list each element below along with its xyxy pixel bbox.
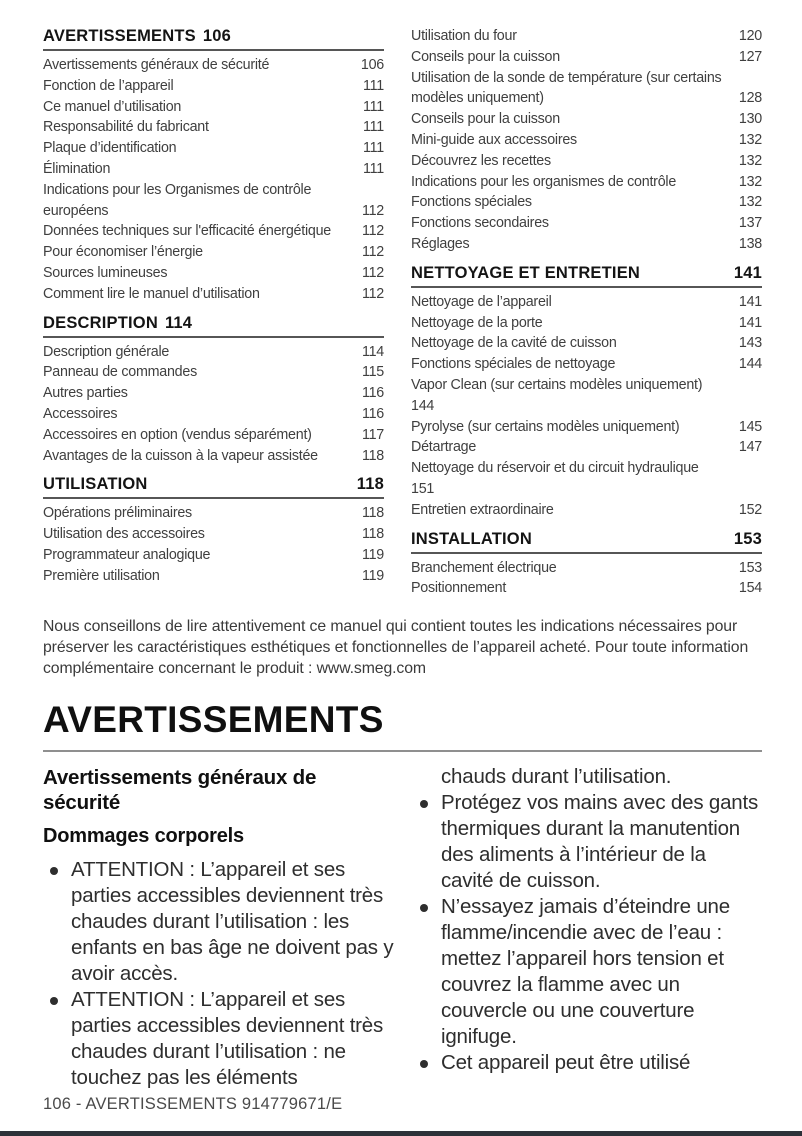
toc-entry [43, 138, 384, 159]
warning-bullet-text: N’essayez jamais d’éteindre une flamme/incendie avec de l’eau : mettez l’appareil hors tension et couvrez la flamme avec un couvercle ou une couverture ignifuge. [441, 895, 730, 1049]
toc-entry [43, 117, 384, 138]
toc-section-rule [43, 336, 384, 338]
toc-entry-label: Positionnement [411, 580, 507, 597]
toc-entry [411, 333, 762, 354]
toc-section-title [43, 474, 384, 494]
toc-entry-page: 132 [738, 131, 762, 148]
warning-bullet-text: ATTENTION : L’appareil et ses parties accessibles deviennent très chaudes durant l’utilisation : ne touchez pas les éléments [71, 988, 384, 1090]
warning-bullet-item [43, 987, 395, 1091]
warnings-subheading: Avertissements généraux de sécurité [43, 766, 317, 814]
toc-entry-page: 118 [361, 505, 384, 522]
toc-section-title-text: AVERTISSEMENTS [43, 27, 196, 45]
toc-entry [43, 404, 384, 425]
toc-entry-label: Conseils pour la cuisson [411, 48, 560, 65]
toc-entry [43, 242, 384, 263]
toc-entry-page: 141 [738, 314, 762, 331]
toc-section-title [43, 313, 384, 333]
toc-section-rule [43, 497, 384, 499]
toc-entry [43, 503, 384, 524]
toc-entry-page: 115 [361, 364, 384, 381]
toc-entry-page: 111 [363, 119, 384, 136]
toc-entry-label: Première utilisation [43, 567, 160, 584]
toc-entry-label: Sources lumineuses [43, 264, 168, 281]
toc-entry-label: Nettoyage de la cavité de cuisson [411, 335, 617, 352]
toc-entry-label: Comment lire le manuel d’utilisation [43, 285, 260, 302]
toc-section-title-text: INSTALLATION [411, 529, 532, 548]
toc-entry-label: Entretien extraordinaire [411, 501, 554, 518]
toc-entry-label: Conseils pour la cuisson [411, 111, 560, 128]
page-footer: 106 - AVERTISSEMENTS 914779671/E [43, 1095, 343, 1113]
toc-section-title [411, 263, 762, 283]
bottom-bar [0, 1131, 802, 1136]
toc-entry-label: Détartrage [411, 439, 477, 456]
toc-entry-label: Pyrolyse (sur certains modèles uniquement) [411, 418, 680, 435]
bullet-dot-icon [50, 997, 58, 1005]
toc-entry [411, 130, 762, 151]
toc-section-page: 114 [164, 313, 193, 332]
toc-section-page: 106 [202, 27, 231, 45]
toc-entry-label: Autres parties [43, 385, 128, 402]
toc-entry-page: 151 [411, 480, 435, 497]
toc-section-title-text: DESCRIPTION [43, 313, 158, 332]
toc-entry [43, 566, 384, 587]
toc-entry-page: 112 [361, 285, 384, 302]
toc-entry-page: 144 [738, 356, 762, 373]
toc-entry-label: Programmateur analogique [43, 546, 211, 563]
toc-section-title [43, 26, 384, 46]
toc-column-right [411, 26, 762, 599]
warning-continuation-text: chauds durant l’utilisation. [441, 765, 672, 789]
toc-entry-label: Données techniques sur l'efficacité énergétique [43, 223, 331, 240]
toc-section-rule [43, 49, 384, 51]
toc-entry [43, 524, 384, 545]
warnings-subsubheading: Dommages corporels [43, 825, 244, 848]
toc-entry [411, 558, 762, 579]
warning-bullet-item [413, 790, 762, 894]
warning-bullet-text: ATTENTION : L’appareil et ses parties accessibles deviennent très chaudes durant l’utilisation : les enfants en bas âge ne doivent pas y avoir accès. [71, 858, 394, 986]
toc-entry [411, 292, 762, 313]
toc-entry-page: 111 [363, 160, 384, 177]
toc-entry-page: 118 [361, 447, 384, 464]
toc-entry [411, 234, 762, 255]
toc-entry-page: 132 [738, 194, 762, 211]
toc-entry-page: 128 [738, 90, 762, 107]
toc-entry [411, 151, 762, 172]
toc-entry-label: Utilisation de la sonde de température (sur certains modèles uniquement) [411, 69, 722, 107]
toc-section-page: 153 [733, 529, 762, 548]
toc-entry [43, 362, 384, 383]
toc-entry-label: Fonctions spéciales [411, 194, 532, 211]
toc-entry-page: 153 [738, 559, 762, 576]
toc-entry-page: 147 [738, 439, 762, 456]
toc-entry-label: Plaque d’identification [43, 140, 177, 157]
toc-section-rule [411, 286, 762, 288]
toc-entry [411, 354, 762, 375]
toc-section-title-text: NETTOYAGE ET ENTRETIEN [411, 263, 641, 282]
toc-entry-page: 132 [738, 152, 762, 169]
toc-entry-label: Fonctions spéciales de nettoyage [411, 356, 616, 373]
toc-entry [43, 342, 384, 363]
toc-entry-label: Description générale [43, 343, 170, 360]
toc-entry-label: Indications pour les organismes de contrôle [411, 173, 677, 190]
warning-bullet-item [413, 1050, 762, 1076]
toc-section-title-text: UTILISATION [43, 475, 148, 494]
toc-entry-page: 117 [361, 426, 384, 443]
toc-entry [43, 159, 384, 180]
page-title: AVERTISSEMENTS [43, 699, 384, 741]
toc-entry [411, 313, 762, 334]
toc-entry-label: Utilisation du four [411, 28, 517, 44]
toc-entry-label: Responsabilité du fabricant [43, 119, 209, 136]
warnings-section [43, 764, 762, 1091]
warnings-column-left [43, 764, 395, 1091]
toc-entry [411, 109, 762, 130]
toc-entry [411, 417, 762, 438]
bullet-dot-icon [420, 800, 428, 808]
toc-entry [43, 446, 384, 467]
toc-entry-label: Indications pour les Organismes de contrôle européens [43, 181, 312, 219]
toc-entry-page: 114 [361, 343, 384, 360]
toc-entry-label: Découvrez les recettes [411, 152, 551, 169]
toc-entry-page: 112 [361, 264, 384, 281]
toc-section-title [411, 529, 762, 549]
toc-entry-page: 106 [360, 57, 384, 73]
toc-entry [43, 180, 384, 222]
toc-entry-label: Opérations préliminaires [43, 505, 192, 522]
toc-entry-label: Fonctions secondaires [411, 215, 549, 232]
toc-entry-page: 116 [361, 385, 384, 402]
toc-entry-page: 112 [361, 244, 384, 261]
toc-entry-page: 154 [738, 580, 762, 597]
toc-entry-page: 152 [738, 501, 762, 518]
toc-entry-page: 111 [363, 77, 384, 94]
toc-entry-page: 138 [738, 235, 762, 252]
toc-entry-page: 130 [738, 111, 762, 128]
toc-entry [43, 97, 384, 118]
toc-entry-label: Panneau de commandes [43, 364, 197, 381]
toc-entry [411, 47, 762, 68]
warning-bullet-text: Protégez vos mains avec des gants thermiques durant la manutention des aliments à l’intérieur de la cavité de cuisson. [441, 791, 759, 893]
toc-entry-label: Avertissements généraux de sécurité [43, 57, 270, 73]
toc-entry-page: 118 [361, 526, 384, 543]
toc-entry [411, 213, 762, 234]
toc-entry [411, 578, 762, 599]
toc-entry [43, 383, 384, 404]
warning-bullet-item [43, 857, 395, 987]
toc-entry-label: Vapor Clean (sur certains modèles uniquement) [411, 376, 703, 393]
toc-entry-label: Nettoyage du réservoir et du circuit hydraulique [411, 460, 699, 477]
toc-entry-label: Réglages [411, 235, 470, 252]
toc-entry-label: Fonction de l’appareil [43, 77, 174, 94]
toc-entry [43, 425, 384, 446]
toc-entry-page: 137 [738, 215, 762, 232]
toc-entry [411, 437, 762, 458]
warning-bullet-text: Cet appareil peut être utilisé [441, 1051, 691, 1075]
toc-entry-label: Accessoires en option (vendus séparément) [43, 426, 312, 443]
toc-entry [43, 76, 384, 97]
toc-entry [411, 375, 762, 417]
toc-entry [411, 68, 762, 110]
toc-section-page: 118 [356, 475, 384, 494]
toc-entry [411, 26, 762, 47]
toc-entry-page: 141 [738, 293, 762, 310]
toc-entry-label: Pour économiser l’énergie [43, 244, 203, 261]
toc-entry-page: 120 [738, 28, 762, 44]
toc-entry [411, 458, 762, 500]
toc-entry-label: Utilisation des accessoires [43, 526, 205, 543]
toc-entry-page: 127 [738, 48, 762, 65]
toc-entry-label: Mini-guide aux accessoires [411, 131, 577, 148]
toc-entry-page: 143 [738, 335, 762, 352]
toc-entry-page: 111 [363, 98, 384, 115]
toc-entry [411, 172, 762, 193]
toc-entry [411, 500, 762, 521]
intro-paragraph: Nous conseillons de lire attentivement ce manuel qui contient toutes les indications nécessaires pour préserver les caractéristiques esthétiques et fonctionnelles de l’appareil acheté. Pour toute information complémentaire concernant le produit : www.smeg.com [43, 618, 749, 678]
toc-entry-page: 119 [361, 567, 384, 584]
toc-entry-label: Élimination [43, 160, 111, 177]
toc-entry-label: Ce manuel d’utilisation [43, 98, 182, 115]
toc-section-rule [411, 552, 762, 554]
bullet-dot-icon [50, 867, 58, 875]
toc-entry-label: Nettoyage de l’appareil [411, 293, 552, 310]
toc-entry-page: 144 [411, 397, 435, 414]
warning-bullet-item [413, 894, 762, 1050]
toc-entry-page: 111 [363, 140, 384, 157]
toc-entry-page: 145 [738, 418, 762, 435]
toc-entry-label: Accessoires [43, 405, 118, 422]
toc-entry-page: 112 [361, 223, 384, 240]
warnings-column-right [413, 764, 762, 1091]
toc-entry-page: 112 [361, 202, 384, 219]
bullet-dot-icon [420, 904, 428, 912]
toc-column-left [43, 26, 384, 599]
toc-entry-label: Nettoyage de la porte [411, 314, 543, 331]
toc-entry [43, 55, 384, 76]
toc-entry [411, 192, 762, 213]
toc-entry-label: Avantages de la cuisson à la vapeur assistée [43, 447, 318, 464]
toc-entry [43, 263, 384, 284]
toc-entry-label: Branchement électrique [411, 559, 557, 576]
toc-entry [43, 545, 384, 566]
toc-entry [43, 221, 384, 242]
toc-entry-page: 116 [361, 405, 384, 422]
title-rule [43, 750, 762, 752]
table-of-contents [43, 26, 762, 599]
bullet-dot-icon [420, 1060, 428, 1068]
toc-entry-page: 132 [738, 173, 762, 190]
toc-section-page: 141 [733, 263, 762, 282]
toc-entry-page: 119 [361, 546, 384, 563]
toc-entry [43, 284, 384, 305]
